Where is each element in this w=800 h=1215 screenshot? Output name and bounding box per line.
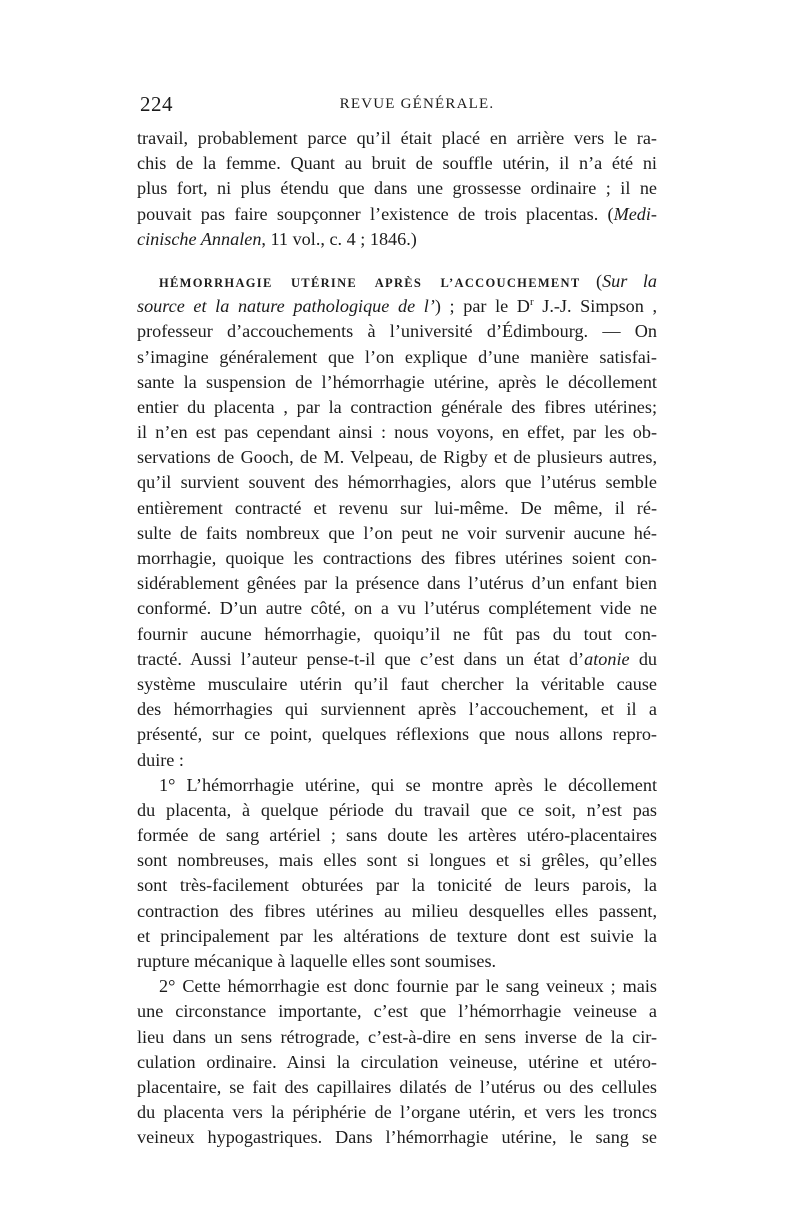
text-segment: , 11 vol., c. 4 ; 1846.) — [261, 228, 417, 249]
text-line: sidérablement gênées par la présence dans l’utérus d’un enfant bien — [137, 573, 657, 594]
numbered-point-1 — [137, 773, 657, 975]
text-line: entier du placenta , par la contraction générale des fibres utérines; — [137, 396, 657, 417]
running-title: REVUE GÉNÉRALE. — [339, 96, 495, 112]
body-text — [137, 126, 657, 1151]
text-line: une circonstance importante, c’est que l’hémorrhagie veineuse a — [137, 1001, 657, 1022]
text-line: et principalement par les altérations de texture dont est suivie la — [137, 925, 657, 946]
text-segment: du — [629, 648, 658, 669]
italic-segment: Sur la — [602, 270, 657, 291]
text-line: chis de la femme. Quant au bruit de souffle utérin, il n’a été ni — [137, 153, 657, 174]
text-segment: pouvait pas faire soupçonner l’existence de trois placentas. ( — [137, 203, 614, 224]
italic-segment: source et la nature pathologique de l’ — [137, 296, 435, 317]
text-line: plus fort, ni plus étendu que dans une grossesse ordinaire ; il ne — [137, 178, 657, 199]
text-line: des hémorrhagies qui surviennent après l’accouchement, et il a — [137, 699, 657, 720]
text-segment: J.-J. Simpson , — [533, 296, 658, 317]
text-line: entièrement contracté et revenu sur lui-même. De même, il ré- — [137, 497, 657, 518]
text-line: qu’il survient souvent des hémorrhagies, alors que l’utérus semble — [137, 472, 657, 493]
text-line: s’imagine généralement que l’on explique d’une manière satisfai- — [137, 346, 657, 367]
text-line: fournir aucune hémorrhagie, quoiqu’il ne fût pas du tout con- — [137, 623, 657, 644]
text-line: sont très-facilement obturées par la tonicité de leurs parois, la — [137, 875, 657, 896]
text-line: servations de Gooch, de M. Velpeau, de Rigby et de plusieurs autres, — [137, 447, 657, 468]
numbered-point-2 — [137, 974, 657, 1150]
text-line: du placenta, à quelque période du travail que ce soit, n’est pas — [137, 799, 657, 820]
text-line: placentaire, se fait des capillaires dilatés de l’utérus ou des cellules — [137, 1076, 657, 1097]
text-line: lieu dans un sens rétrograde, c’est-à-dire en sens inverse de la cir- — [137, 1026, 657, 1047]
text-line: formée de sang artériel ; sans doute les artères utéro-placentaires — [137, 825, 657, 846]
text-line: sulte de faits nombreux que l’on peut ne voir survenir aucune hé- — [137, 522, 657, 543]
text-line: il n’en est pas cependant ainsi : nous voyons, en effet, par les ob- — [137, 422, 657, 443]
text-line — [137, 227, 657, 252]
text-line: morrhagie, quoique les contractions des fibres utérines soient con- — [137, 548, 657, 568]
text-line: veineux hypogastriques. Dans l’hémorrhagie utérine, le sang se — [137, 1127, 657, 1148]
text-line: présenté, sur ce point, quelques réflexions que nous allons repro- — [137, 724, 657, 745]
page-number: 224 — [140, 92, 173, 116]
text-line — [137, 294, 657, 319]
section-gap — [137, 252, 657, 269]
page-header — [137, 92, 657, 126]
superscript: r — [529, 296, 534, 309]
journal-title-part: cinische Annalen — [137, 228, 262, 249]
article-heading: HÉMORRHAGIE UTÉRINE APRÈS L’ACCOUCHEMENT — [159, 275, 581, 290]
text-segment: ) ; par le D — [434, 296, 530, 317]
text-line: culation ordinaire. Ainsi la circulation veineuse, utérine et utéro- — [137, 1051, 657, 1072]
text-line: système musculaire utérin qu’il faut chercher la véritable cause — [137, 673, 657, 694]
text-line: duire : — [137, 749, 184, 770]
text-line: sont nombreuses, mais elles sont si longues et si grêles, qu’elles — [137, 850, 657, 871]
text-line: travail, probablement parce qu’il était placé en arrière vers le ra- — [137, 128, 657, 148]
text-line — [137, 269, 657, 294]
text-segment: ( — [580, 270, 603, 291]
text-segment: tracté. Aussi l’auteur pense-t-il que c’est dans un état d’ — [137, 648, 585, 669]
text-line: du placenta vers la périphérie de l’organe utérin, et vers les troncs — [137, 1102, 657, 1123]
text-line — [137, 202, 657, 227]
text-line: professeur d’accouchements à l’université d’Édimbourg. — On — [137, 321, 657, 342]
book-page — [137, 92, 657, 1151]
text-line: 2° Cette hémorrhagie est donc fournie par le sang veineux ; mais — [159, 976, 657, 997]
text-line: contraction des fibres utérines au milieu desquelles elles passent, — [137, 900, 657, 921]
text-line: conformé. D’un autre côté, on a vu l’utérus complétement vide ne — [137, 598, 657, 619]
paragraph-continued — [137, 126, 657, 252]
article-paragraph — [137, 269, 657, 773]
journal-title-part: Medi- — [613, 203, 657, 224]
italic-segment: atonie — [584, 648, 630, 669]
text-line: 1° L’hémorrhagie utérine, qui se montre après le décollement — [159, 774, 657, 795]
text-line: sante la suspension de l’hémorrhagie utérine, après le décollement — [137, 371, 657, 392]
text-line — [137, 647, 657, 672]
text-line: rupture mécanique à laquelle elles sont soumises. — [137, 951, 497, 971]
